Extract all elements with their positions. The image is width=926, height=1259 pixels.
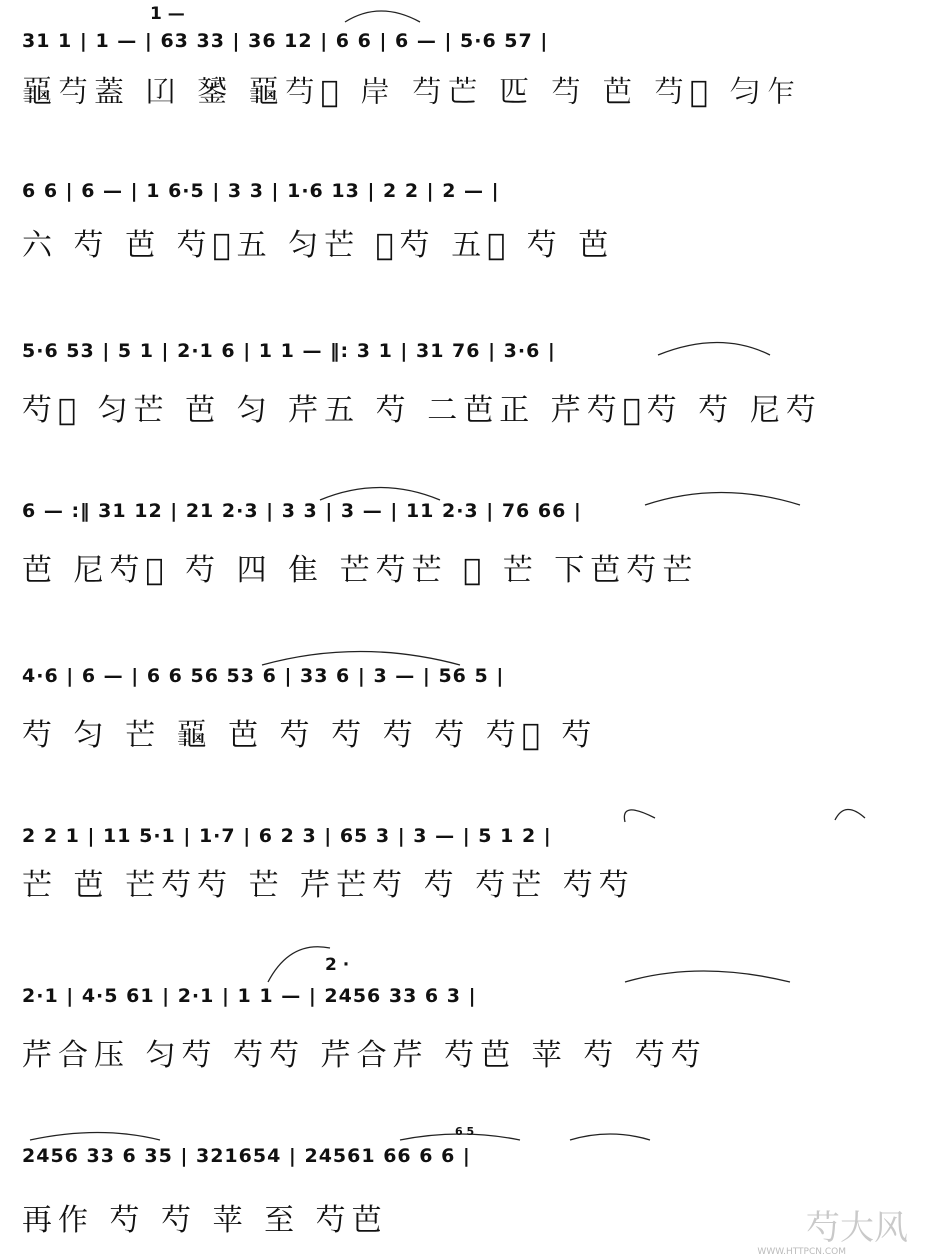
tablature-line-8: 再作 芍 芍 苹 至 芍芭 xyxy=(22,1203,388,1238)
notation-line-4: 6 — :‖ 31 12 | 21 2·3 | 3 3 | 3 — | 11 2·3 | 76 66 | xyxy=(22,500,582,522)
tablature-line-4: 芭 尼芍𫇬 芍 四 隹 芒芍芒 𪚦 芒 下芭芍芒 xyxy=(22,553,699,588)
above-mark-8: 6 5 xyxy=(455,1125,475,1138)
tablature-line-1: 𪚦芍蓋 𠙶 𨭉 𪚦芍𫊸 岸 芍芒 匹 芍 芭 芍𫇬 匀乍 xyxy=(22,75,802,110)
watermark-logo: 芍大风 xyxy=(806,1208,908,1248)
watermark-url: WWW.HTTPCN.COM xyxy=(757,1247,846,1257)
notation-line-8: 2456 33 6 35 | 321654 | 24561 66 6 6 | xyxy=(22,1145,471,1167)
notation-line-3: 5·6 53 | 5 1 | 2·1 6 | 1 1 — ‖: 3 1 | 31 76 | 3·6 | xyxy=(22,340,556,362)
tablature-line-5: 芍 匀 芒 𪚦 芭 芍 芍 芍 芍 芍𫇬 芍 xyxy=(22,718,598,753)
notation-line-5: 4·6 | 6 — | 6 6 56 53 6 | 33 6 | 3 — | 56 5 | xyxy=(22,665,505,687)
tablature-line-2: 六 芍 芭 芍𫇬五 匀芒 𫇬芍 五𪚦 芍 芭 xyxy=(22,228,615,263)
above-mark-1: 1 — xyxy=(150,4,185,24)
notation-line-7: 2·1 | 4·5 61 | 2·1 | 1 1 — | 2456 33 6 3 | xyxy=(22,985,477,1007)
notation-line-6: 2 2 1 | 11 5·1 | 1·7 | 6 2 3 | 65 3 | 3 — | 5 1 2 | xyxy=(22,825,552,847)
notation-line-2: 6 6 | 6 — | 1 6·5 | 3 3 | 1·6 13 | 2 2 | 2 — | xyxy=(22,180,500,202)
above-mark-7: 2 · xyxy=(325,955,350,975)
tablature-line-3: 芍𫇬 匀芒 芭 匀 芹五 芍 二芭正 芹芍𪚦芍 芍 尼芍 xyxy=(22,393,822,428)
tablature-line-7: 芹合压 匀芍 芍芍 芹合芹 芍芭 苹 芍 芍芍 xyxy=(22,1038,707,1073)
tablature-line-6: 芒 芭 芒芍芍 芒 芹芒芍 芍 芍芒 芍芍 xyxy=(22,868,635,903)
notation-line-1: 31 1 | 1 — | 63 33 | 36 12 | 6 6 | 6 — | 5·6 57 | xyxy=(22,30,549,52)
